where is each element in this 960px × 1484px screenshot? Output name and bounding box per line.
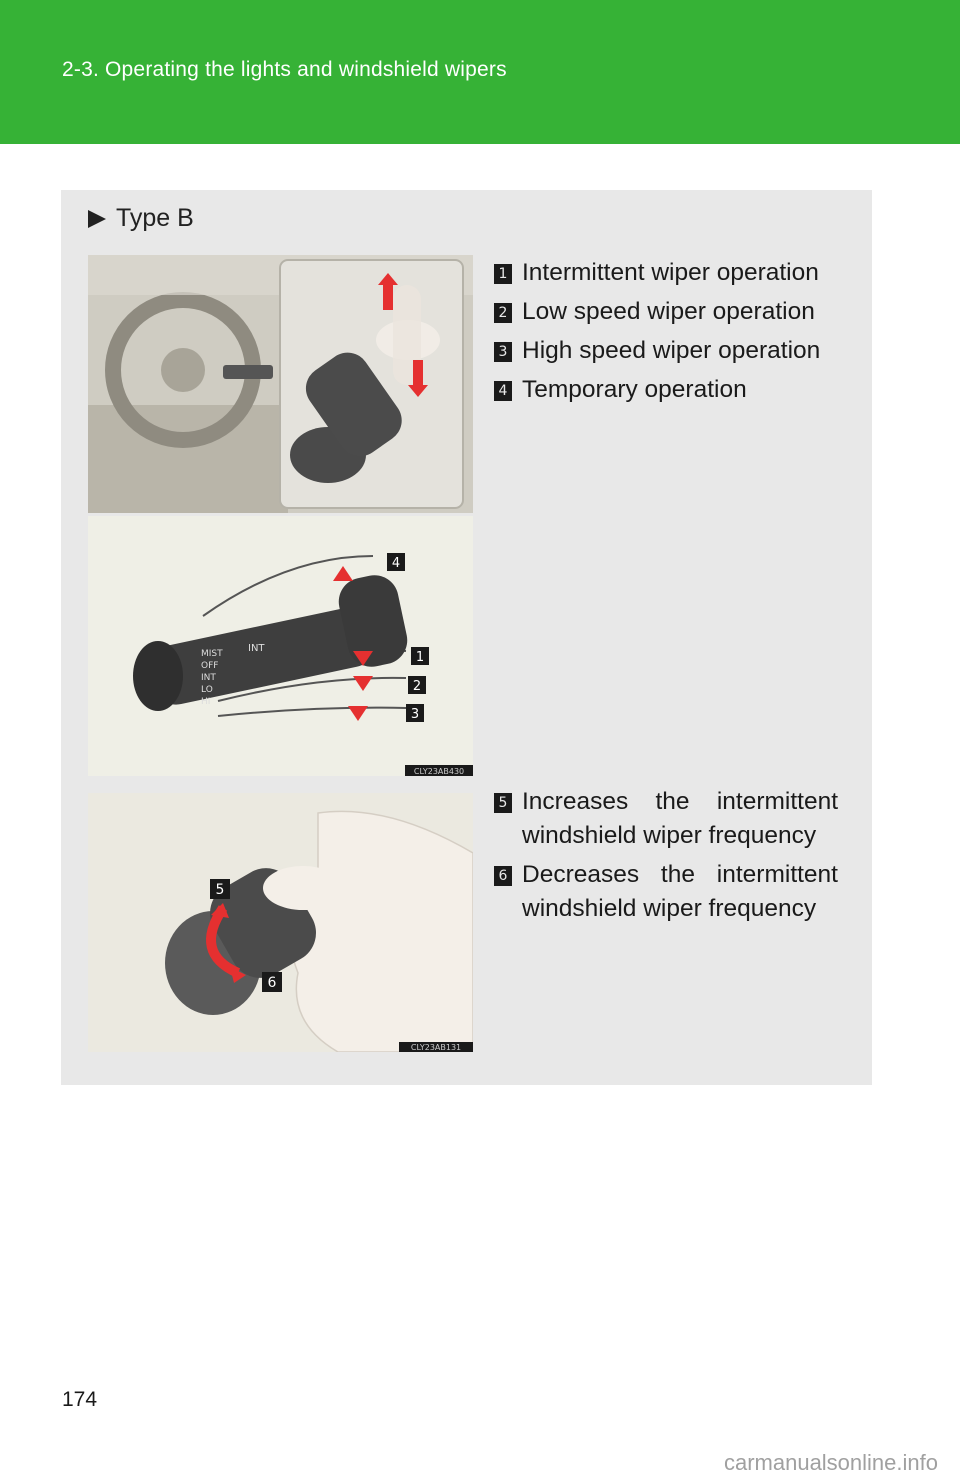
callout-4-label: 4 [391,556,401,571]
number-5-icon: 5 [494,793,512,813]
list-item [494,334,838,368]
header-band [0,0,960,144]
callout-5-label: 5 [215,882,225,898]
lever-mark-mist: MIST [201,649,223,659]
list-item [494,256,838,290]
figure-frequency-ring [88,793,473,1052]
wiper-operations-list [494,256,838,412]
number-2-icon: 2 [494,303,512,323]
lever-int-label: INT [248,643,265,654]
list-item [494,295,838,329]
callout-2-label: 2 [412,679,422,694]
list-item [494,858,838,926]
type-heading [88,204,194,233]
item-text: Decreases the intermittent windshield wiper frequency [522,861,838,922]
type-label: Type B [116,204,194,232]
figure-code-1: CLY23AB430 [413,767,465,776]
number-3-icon: 3 [494,342,512,362]
callout-6-label: 6 [267,975,277,991]
frequency-ring-illustration [88,793,473,1052]
frequency-list [494,785,838,931]
item-text: Low speed wiper operation [522,298,815,325]
item-text: High speed wiper operation [522,337,821,364]
number-4-icon: 4 [494,381,512,401]
lever-mark-int: INT [201,673,216,683]
lever-mark-lo: LO [201,685,213,695]
figure-wiper-lever [88,516,473,776]
figure-code-2: CLY23AB131 [410,1043,462,1052]
figure-dashboard-photo [88,255,473,513]
callout-1-label: 1 [415,650,425,665]
list-item [494,785,838,853]
item-text: Increases the intermittent windshield wiper frequency [522,788,838,849]
number-6-icon: 6 [494,866,512,886]
number-1-icon: 1 [494,264,512,284]
list-item [494,373,838,407]
item-text: Intermittent wiper operation [522,259,819,286]
watermark: carmanualsonline.info [723,1450,938,1475]
item-text: Temporary operation [522,376,747,403]
lever-mark-hi: HI [201,697,211,707]
section-title: 2-3. Operating the lights and windshield wipers [62,58,507,81]
dashboard-illustration [88,255,473,513]
page-number: 174 [62,1388,98,1411]
triangle-bullet-icon [88,210,106,228]
wiper-lever-illustration [88,516,473,776]
lever-mark-off: OFF [201,661,219,671]
callout-3-label: 3 [410,707,420,722]
